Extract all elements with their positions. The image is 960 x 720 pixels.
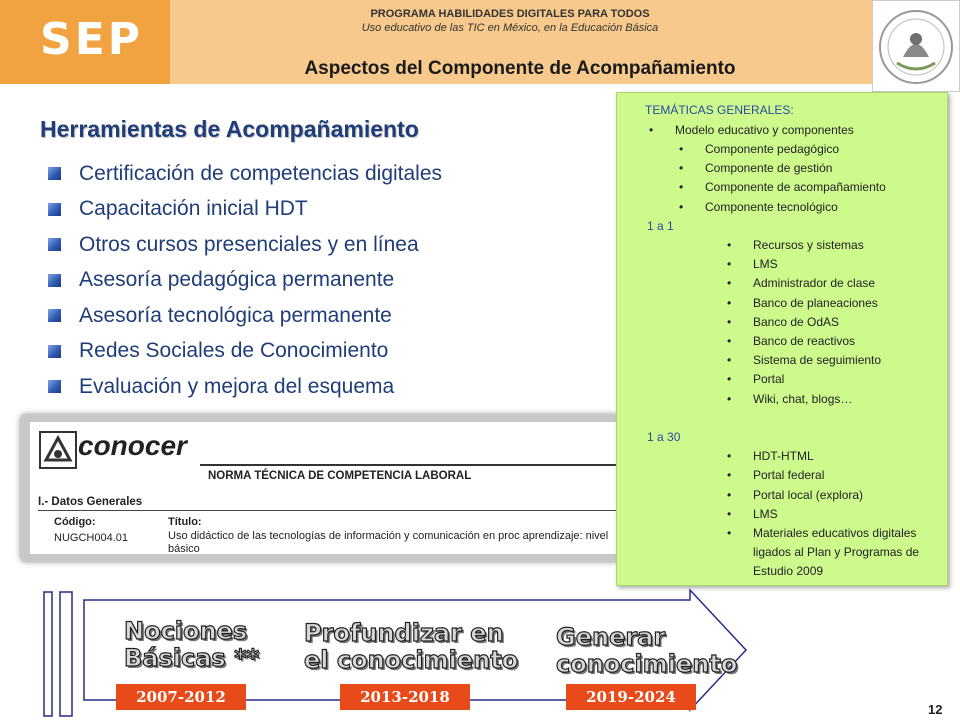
panel-item: • LMS bbox=[753, 507, 778, 521]
group-label: 1 a 1 bbox=[647, 219, 674, 233]
list-item: Asesoría tecnológica permanente bbox=[48, 298, 442, 334]
panel-item: • Banco de reactivos bbox=[753, 334, 855, 348]
panel-item: • Banco de planeaciones bbox=[753, 296, 878, 310]
conocer-brand: conocer bbox=[78, 430, 187, 461]
title-label: Título: bbox=[168, 516, 202, 528]
panel-item: • Componente tecnológico bbox=[705, 200, 838, 214]
section-title: Herramientas de Acompañamiento bbox=[40, 116, 419, 142]
code-label: Código: bbox=[54, 516, 96, 528]
panel-item: • Portal local (explora) bbox=[753, 488, 863, 502]
sep-logo: SEP bbox=[40, 14, 143, 65]
year-badge: 2019-2024 bbox=[566, 684, 696, 710]
page-title: Aspectos del Componente de Acompañamiento bbox=[304, 58, 736, 79]
square-bullet-icon bbox=[48, 203, 61, 216]
code-value: NUGCH004.01 bbox=[54, 532, 128, 544]
list-item: Evaluación y mejora del esquema bbox=[48, 369, 442, 405]
stage-title: Nociones Básicas ** bbox=[124, 617, 260, 672]
panel-heading: TEMÁTICAS GENERALES: bbox=[645, 103, 794, 117]
square-bullet-icon bbox=[48, 380, 61, 393]
panel-item: • Administrador de clase bbox=[753, 276, 875, 290]
panel-item: • Modelo educativo y componentes bbox=[675, 123, 854, 137]
conocer-logo-icon bbox=[38, 430, 78, 470]
divider bbox=[38, 510, 618, 511]
panel-item: • Portal federal bbox=[753, 468, 824, 482]
panel-item-continuation: ligados al Plan y Programas de bbox=[753, 545, 920, 559]
panel-item: • Sistema de seguimiento bbox=[753, 353, 881, 367]
panel-item: • LMS bbox=[753, 257, 778, 271]
mexico-seal bbox=[872, 0, 960, 92]
square-bullet-icon bbox=[48, 238, 61, 251]
list-item: Asesoría pedagógica permanente bbox=[48, 263, 442, 299]
datos-generales-label: I.- Datos Generales bbox=[38, 496, 143, 508]
list-item: Certificación de competencias digitales bbox=[48, 156, 442, 192]
program-subtitle: Uso educativo de las TIC en México, en la Educación Básica bbox=[361, 22, 659, 34]
square-bullet-icon bbox=[48, 345, 61, 358]
square-bullet-icon bbox=[48, 274, 61, 287]
group-label: 1 a 30 bbox=[647, 430, 681, 444]
list-item: Capacitación inicial HDT bbox=[48, 192, 442, 228]
square-bullet-icon bbox=[48, 309, 61, 322]
page-number: 12 bbox=[928, 702, 943, 717]
panel-item: • Materiales educativos digitales bbox=[753, 526, 916, 540]
seal-icon bbox=[873, 1, 959, 91]
panel-item: • Componente de gestión bbox=[705, 161, 832, 175]
stage-title: Generar conocimiento bbox=[556, 623, 738, 678]
panel-item: • Componente pedagógico bbox=[705, 142, 839, 156]
stage-title: Profundizar en el conocimiento bbox=[304, 619, 519, 674]
topics-panel bbox=[616, 92, 948, 586]
list-item: Redes Sociales de Conocimiento bbox=[48, 334, 442, 370]
program-name: PROGRAMA HABILIDADES DIGITALES PARA TODOS bbox=[370, 8, 650, 20]
panel-item-continuation: Estudio 2009 bbox=[753, 564, 824, 578]
panel-item: • Recursos y sistemas bbox=[753, 238, 864, 252]
year-badge: 2007-2012 bbox=[116, 684, 246, 710]
square-bullet-icon bbox=[48, 167, 61, 180]
year-badge: 2013-2018 bbox=[340, 684, 470, 710]
panel-item: • HDT-HTML bbox=[753, 449, 814, 463]
conocer-card bbox=[30, 422, 618, 554]
list-item: Otros cursos presenciales y en línea bbox=[48, 227, 442, 263]
panel-item: • Wiki, chat, blogs… bbox=[753, 392, 852, 406]
panel-item: • Componente de acompañamiento bbox=[705, 180, 886, 194]
norma-heading: NORMA TÉCNICA DE COMPETENCIA LABORAL bbox=[208, 470, 472, 482]
panel-item: • Portal bbox=[753, 372, 784, 386]
divider bbox=[200, 464, 618, 466]
panel-item: • Banco de OdAS bbox=[753, 315, 839, 329]
tools-list bbox=[48, 156, 442, 405]
title-value: Uso didáctico de las tecnologías de información y comunicación en proc aprendizaje: nivel básico bbox=[168, 530, 609, 554]
